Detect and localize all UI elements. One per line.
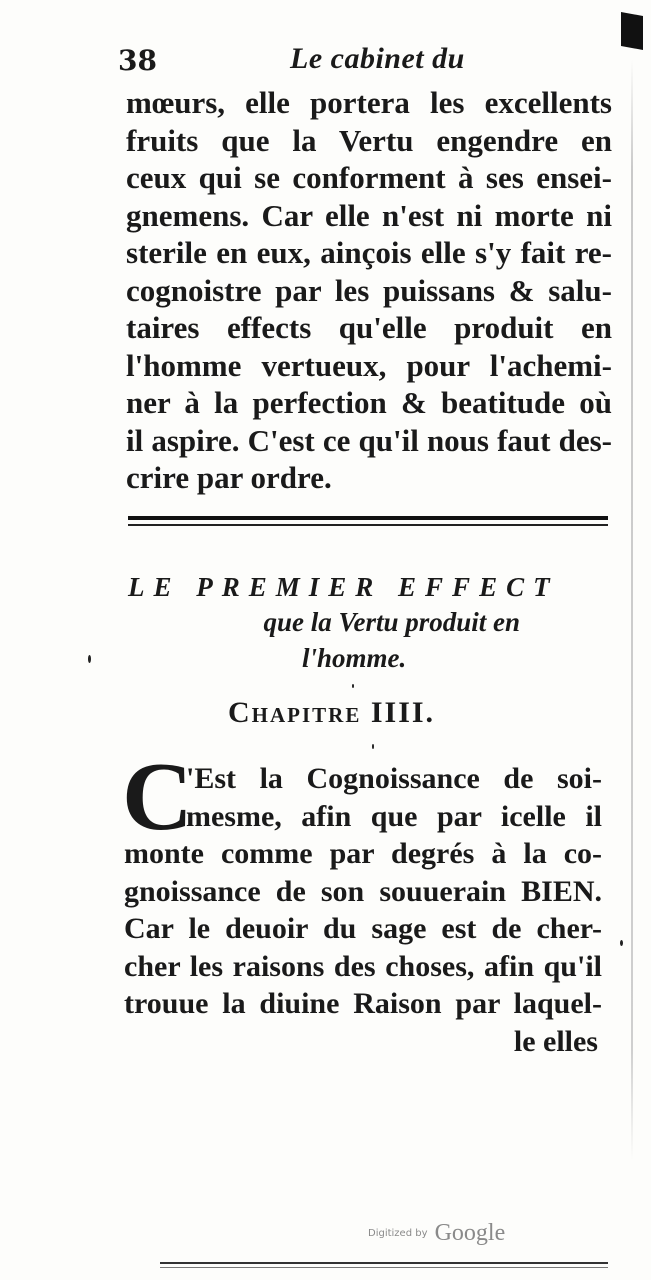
text-line: cognoistre par les puissans & salu-: [126, 272, 612, 308]
google-logo: Google: [434, 1220, 506, 1246]
ink-speck: [620, 940, 623, 946]
ink-speck: [88, 655, 91, 663]
chapter-heading-line: l'homme.: [302, 643, 407, 673]
text-line: gnemens. Car elle n'est ni morte ni: [126, 197, 612, 233]
ink-speck: [372, 744, 374, 749]
page-edge-shadow: [631, 60, 633, 1160]
text-line: 'Est la Cognoissance de soi-: [186, 762, 602, 795]
text-line: trouue la diuine Raison par laquel-: [124, 987, 602, 1020]
bottom-rule-thin: [160, 1267, 608, 1268]
paragraph-continued: [126, 84, 612, 497]
text-line: taires effects qu'elle produit en: [126, 310, 612, 345]
chapter-heading: [128, 570, 608, 676]
page-number: 38: [118, 44, 157, 77]
page-edge-mark: [621, 12, 643, 50]
digitized-by-watermark: [368, 1220, 505, 1247]
digitized-by-label: Digitized by: [368, 1228, 428, 1239]
text-line: ner à la perfection & beatitude où: [126, 385, 612, 420]
text-line: fruits que la Vertu engendre en: [126, 122, 612, 158]
text-line: gnoissance de son souuerain BIEN.: [124, 874, 602, 908]
running-head-title: Le cabinet du: [290, 42, 465, 75]
chapter-heading-line: que la Vertu produit en: [263, 607, 520, 637]
drop-cap: C: [122, 743, 193, 851]
text-line: sterile en eux, ainçois elle s'y fait re-: [126, 235, 612, 270]
running-head: [118, 42, 618, 82]
ink-speck: [352, 684, 354, 688]
text-line: le elles: [513, 1024, 598, 1058]
section-divider-thick: [128, 516, 608, 520]
text-line: ceux qui se conforment à ses ensei-: [126, 160, 612, 195]
chapter-paragraph: [124, 760, 602, 1060]
bottom-rule: [160, 1262, 608, 1264]
text-line: Car le deuoir du sage est de cher-: [124, 912, 602, 945]
text-line: monte comme par degrés à la co-: [124, 837, 602, 870]
text-line: mœurs, elle portera les excellents: [126, 85, 612, 120]
text-line: l'homme vertueux, pour l'achemi-: [126, 347, 612, 383]
text-line: cher les raisons des choses, afin qu'il: [124, 949, 602, 983]
chapter-label: Chapitre IIII.: [228, 696, 436, 729]
text-line: crire par ordre.: [126, 460, 332, 495]
section-divider-thin: [128, 524, 608, 526]
text-line: il aspire. C'est ce qu'il nous faut des-: [126, 422, 612, 458]
chapter-heading-line: LE PREMIER EFFECT: [128, 572, 559, 602]
text-line: mesme, afin que par icelle il: [186, 799, 602, 833]
